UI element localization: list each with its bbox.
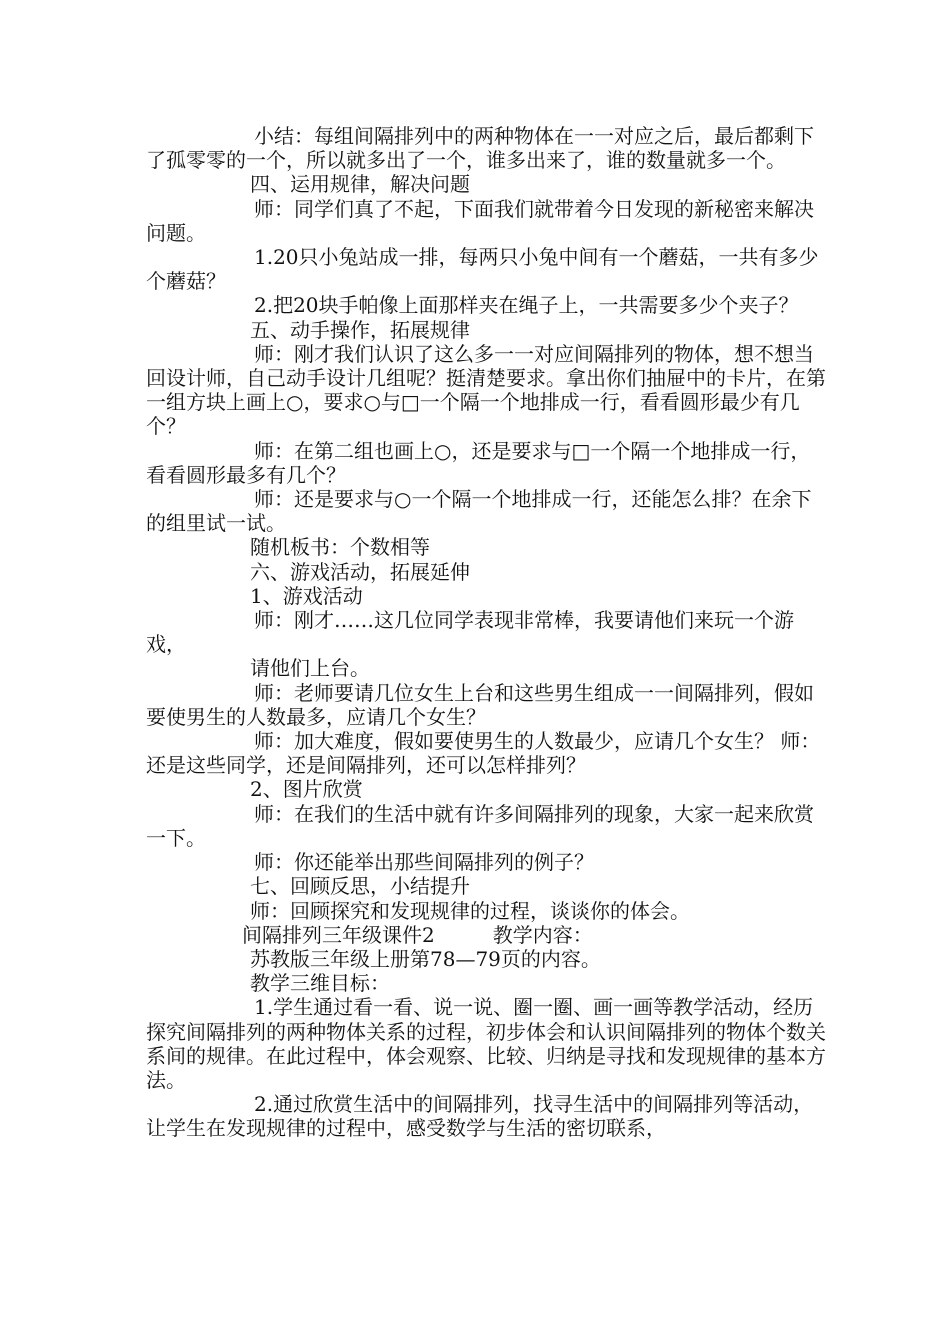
paragraph: 2.通过欣赏生活中的间隔排列，找寻生活中的间隔排列等活动，让学生在发现规律的过程中，感受数学与生活的密切联系， xyxy=(146,1092,814,1141)
sub-heading: 1、游戏活动 xyxy=(250,583,363,608)
document-page xyxy=(146,124,826,1141)
title-line-right: 教学内容： xyxy=(492,922,593,947)
paragraph: 师：你还能举出那些间隔排列的例子？ xyxy=(254,850,594,875)
paragraph: 师：刚才……这几位同学表现非常棒，我要请他们来玩一个游戏， xyxy=(146,608,794,657)
paragraph: 师：老师要请几位女生上台和这些男生组成一一间隔排列，假如要使男生的人数最多，应请几个女生？ xyxy=(146,680,814,729)
paragraph: 请他们上台。 xyxy=(250,656,370,681)
paragraph-summary: 小结：每组间隔排列中的两种物体在一一对应之后，最后都剩下了孤零零的一个，所以就多出了一个，谁多出来了，谁的数量就多一个。 xyxy=(146,124,814,173)
paragraph: 师：刚才我们认识了这么多一一对应间隔排列的物体，想不想当回设计师，自己动手设计几组呢？挺清楚要求。拿出你们抽屉中的卡片，在第一组方块上画上○，要求○与□一个隔一个地排成一行，看看圆形最少有几个？ xyxy=(146,341,826,439)
paragraph: 随机板书：个数相等 xyxy=(250,535,430,560)
paragraph: 师：加大难度，假如要使男生的人数最少，应请几个女生？ 师：还是这些同学，还是间隔排列，还可以怎样排列？ xyxy=(146,729,821,778)
paragraph: 师：在第二组也画上○，还是要求与□一个隔一个地排成一行，看看圆形最多有几个？ xyxy=(146,438,811,487)
question-1: 1.20只小兔站成一排，每两只小兔中间有一个蘑菇，一共有多少个蘑菇？ xyxy=(146,245,819,294)
paragraph: 1.学生通过看一看、说一说、圈一圈、画一画等教学活动，经历探究间隔排列的两种物体关系的过程，初步体会和认识间隔排列的物体个数关系间的规律。在此过程中，体会观察、比较、归纳是寻找和发现规律的基本方法。 xyxy=(146,995,826,1092)
section-heading-6: 六、游戏活动，拓展延伸 xyxy=(250,559,470,584)
paragraph: 师：同学们真了不起，下面我们就带着今日发现的新秘密来解决问题。 xyxy=(146,196,814,245)
title-line xyxy=(146,923,826,947)
sub-heading: 教学三维目标： xyxy=(250,971,390,996)
section-heading-4: 四、运用规律，解决问题 xyxy=(250,172,470,197)
paragraph: 师：回顾探究和发现规律的过程，谈谈你的体会。 xyxy=(250,898,690,923)
question-2: 2.把20块手帕像上面那样夹在绳子上，一共需要多少个夹子？ xyxy=(254,293,799,318)
title-line-left: 间隔排列三年级课件2 xyxy=(242,922,435,947)
paragraph: 师：在我们的生活中就有许多间隔排列的现象，大家一起来欣赏一下。 xyxy=(146,801,814,850)
section-heading-7: 七、回顾反思，小结提升 xyxy=(250,874,470,899)
sub-heading: 2、图片欣赏 xyxy=(250,777,363,802)
section-heading-5: 五、动手操作，拓展规律 xyxy=(250,317,470,342)
paragraph: 苏教版三年级上册第78—79页的内容。 xyxy=(250,946,601,971)
paragraph: 师：还是要求与○一个隔一个地排成一行，还能怎么排？在余下的组里试一试。 xyxy=(146,487,812,536)
